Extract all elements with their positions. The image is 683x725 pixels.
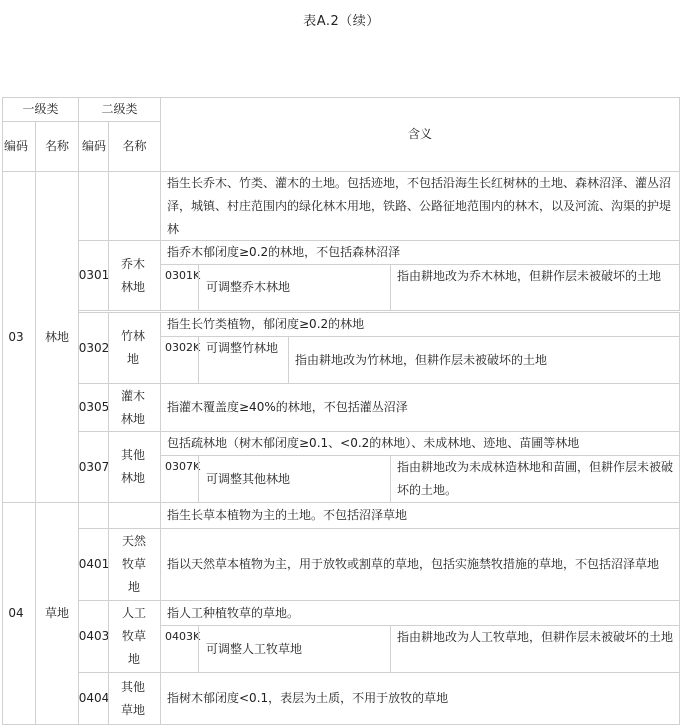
kdesc-0307: 指由耕地改为未成林造林地和苗圃，但耕作层未被破坏的土地。 [397, 460, 674, 497]
header-meaning: 含义 [407, 127, 432, 141]
code-0404: 0404 [78, 691, 110, 705]
desc-0302: 指生长竹类植物，郁闭度≥0.2的林地 [167, 317, 365, 331]
name-0307: 其他林地 [120, 448, 145, 485]
header-name1: 名称 [45, 139, 70, 153]
lindi-code: 03 [8, 329, 24, 344]
name-0404: 其他草地 [120, 679, 145, 717]
name-0301: 乔木林地 [120, 256, 145, 294]
lindi-name: 林地 [45, 329, 70, 344]
kname-0301: 可调整乔木林地 [206, 280, 291, 294]
kname-0403: 可调整人工牧草地 [206, 641, 303, 656]
code-0307: 0307 [78, 459, 110, 474]
header-name2: 名称 [122, 139, 147, 153]
caodi-blank-name-cell [108, 502, 161, 529]
desc-0307: 包括疏林地（树木郁闭度≥0.1、<0.2的林地）、未成林地、迹地、苗圃等林地 [167, 436, 580, 450]
kdesc-0301: 指由耕地改为乔木林地，但耕作层未被破坏的土地 [397, 269, 662, 283]
desc-0403: 指人工种植牧草的草地。 [167, 606, 300, 620]
desc-0404: 指树木郁闭度<0.1，表层为土质，不用于放牧的草地 [167, 691, 449, 705]
code-0403: 0403 [78, 629, 110, 643]
kdesc-0403: 指由耕地改为人工牧草地，但耕作层未被破坏的土地 [397, 630, 674, 644]
header-level2: 二级类 [101, 102, 138, 116]
table-title: 表A.2（续） [303, 14, 380, 29]
name-0401: 天然牧草地 [121, 534, 146, 594]
name-0302: 竹林地 [120, 329, 145, 366]
code-0301: 0301 [78, 268, 110, 282]
lindi-desc: 指生长乔木、竹类、灌木的土地。包括迹地，不包括沿海生长红树林的土地、森林沼泽、灌丛沼泽，城镇、村庄范围内的绿化林木用地，铁路、公路征地范围内的林木，以及河流、沟渠的护堤林 [167, 176, 672, 236]
kcode-0307: 0307K [165, 460, 201, 473]
caodi-name: 草地 [45, 606, 70, 620]
kcode-0301: 0301K [165, 269, 201, 282]
caodi-code: 04 [8, 606, 24, 620]
code-0302: 0302 [78, 340, 110, 355]
kname-0302: 可调整竹林地 [206, 341, 279, 355]
kcode-0403: 0403K [165, 630, 201, 643]
desc-0401: 指以天然草本植物为主，用于放牧或割草的草地，包括实施禁牧措施的草地，不包括沼泽草地 [167, 557, 660, 571]
lindi-blank-code-cell [78, 171, 109, 241]
kname-0307: 可调整其他林地 [206, 471, 291, 486]
name-0403: 人工牧草地 [121, 606, 146, 666]
name-0305: 灌木林地 [120, 388, 145, 426]
header-code2: 编码 [82, 139, 107, 153]
code-0305: 0305 [78, 400, 110, 414]
header-level1: 一级类 [22, 102, 59, 116]
desc-0301: 指乔木郁闭度≥0.2的林地，不包括森林沼泽 [167, 245, 401, 259]
code-0401: 0401 [78, 557, 110, 571]
desc-0305: 指灌木覆盖度≥40%的林地，不包括灌丛沼泽 [167, 400, 408, 414]
kdesc-0302: 指由耕地改为竹林地，但耕作层未被破坏的土地 [295, 352, 548, 367]
kcode-0302: 0302K [165, 341, 201, 354]
caodi-blank-code-cell [78, 502, 109, 529]
caodi-desc: 指生长草本植物为主的土地。不包括沼泽草地 [167, 508, 408, 522]
lindi-blank-name-cell [108, 171, 161, 241]
header-code1: 编码 [4, 139, 29, 153]
